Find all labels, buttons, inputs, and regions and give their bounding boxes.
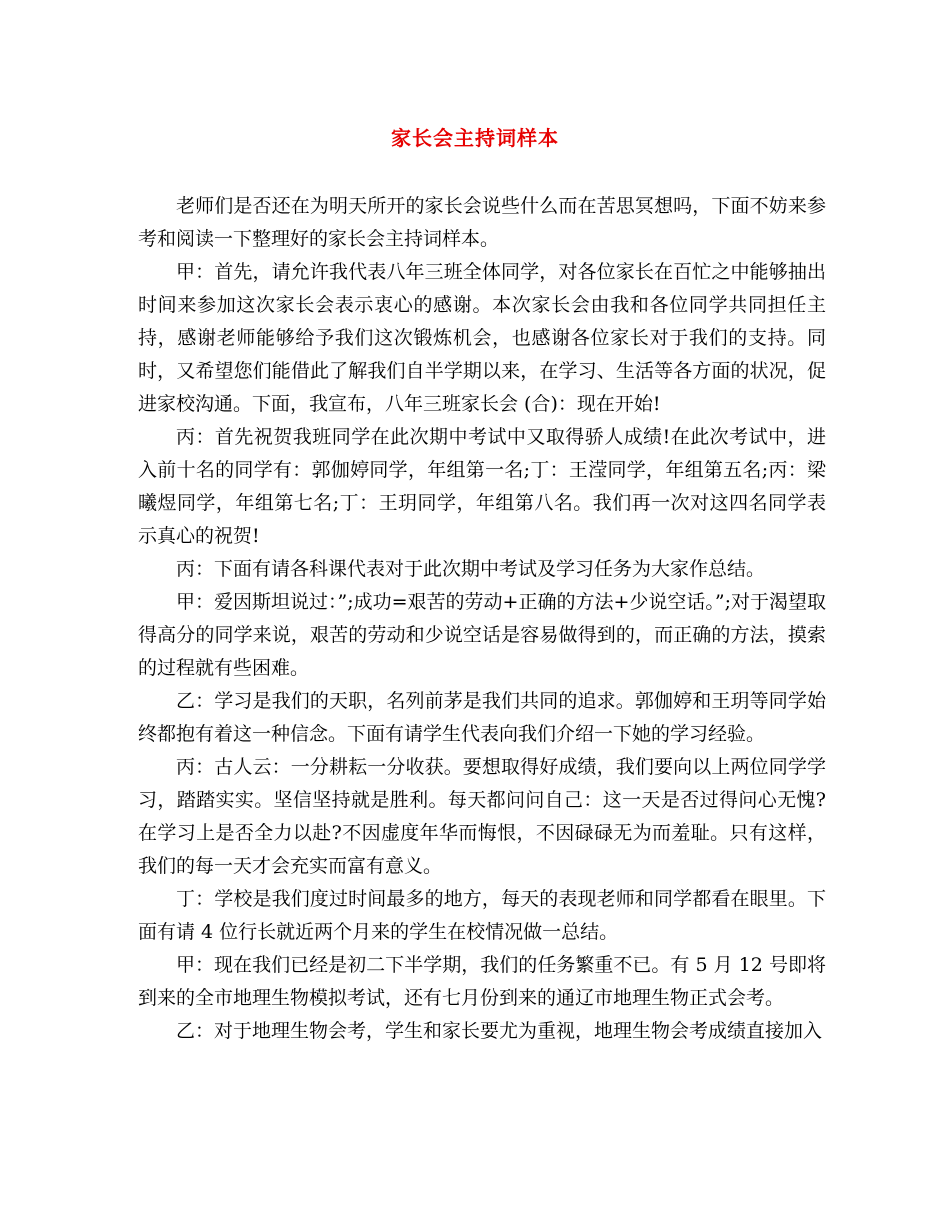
paragraph-exam-importance: 乙：对于地理生物会考，学生和家长要尤为重视，地理生物会考成绩直接加入 <box>176 1020 823 1042</box>
paragraph-school-summary: 丁：学校是我们度过时间最多的地方，每天的表现老师和同学都看在眼里。下面有请 4 位行长就近两个月来的学生在校情况做一总结。 <box>138 888 826 943</box>
paragraph-congratulations: 丙：首先祝贺我班同学在此次期中考试中又取得骄人成绩!在此次考试中，进入前十名的同学有：郭伽婷同学，年组第一名;丁：王滢同学，年组第五名;丙：梁曦煜同学，年组第七名;丁：王玥同学，年组第八名。我们再一次对这四名同学表示真心的祝贺! <box>138 426 826 547</box>
paragraph-exam-schedule: 甲：现在我们已经是初二下半学期，我们的任务繁重不已。有 5 月 12 号即将到来的全市地理生物模拟考试，还有七月份到来的通辽市地理生物正式会考。 <box>138 954 826 1009</box>
document-body <box>138 190 826 1048</box>
paragraph-summary-request: 丙：下面有请各科课代表对于此次期中考试及学习任务为大家作总结。 <box>176 558 766 580</box>
paragraph-einstein-quote: 甲：爱因斯坦说过：”;成功=艰苦的劳动+正确的方法+少说空话。”;对于渴望取得高分的同学来说，艰苦的劳动和少说空话是容易做得到的，而正确的方法，摸索的过程就有些困难。 <box>138 591 826 679</box>
paragraph-intro: 老师们是否还在为明天所开的家长会说些什么而在苦思冥想吗，下面不妨来参考和阅读一下整理好的家长会主持词样本。 <box>138 195 826 250</box>
paragraph-study-experience: 乙：学习是我们的天职，名列前茅是我们共同的追求。郭伽婷和王玥等同学始终都抱有着这一种信念。下面有请学生代表向我们介绍一下她的学习经验。 <box>138 690 826 745</box>
paragraph-effort: 丙：古人云：一分耕耘一分收获。要想取得好成绩，我们要向以上两位同学学习，踏踏实实。坚信坚持就是胜利。每天都问问自己：这一天是否过得问心无愧?在学习上是否全力以赴?不因虚度年华而悔恨，不因碌碌无为而羞耻。只有这样，我们的每一天才会充实而富有意义。 <box>138 756 826 877</box>
paragraph-opening: 甲：首先，请允许我代表八年三班全体同学，对各位家长在百忙之中能够抽出时间来参加这次家长会表示衷心的感谢。本次家长会由我和各位同学共同担任主持，感谢老师能够给予我们这次锻炼机会，也感谢各位家长对于我们的支持。同时，又希望您们能借此了解我们自半学期以来，在学习、生活等各方面的状况，促进家校沟通。下面，我宣布，八年三班家长会 (合)：现在开始! <box>138 261 826 415</box>
document-title: 家长会主持词样本 <box>391 126 559 150</box>
